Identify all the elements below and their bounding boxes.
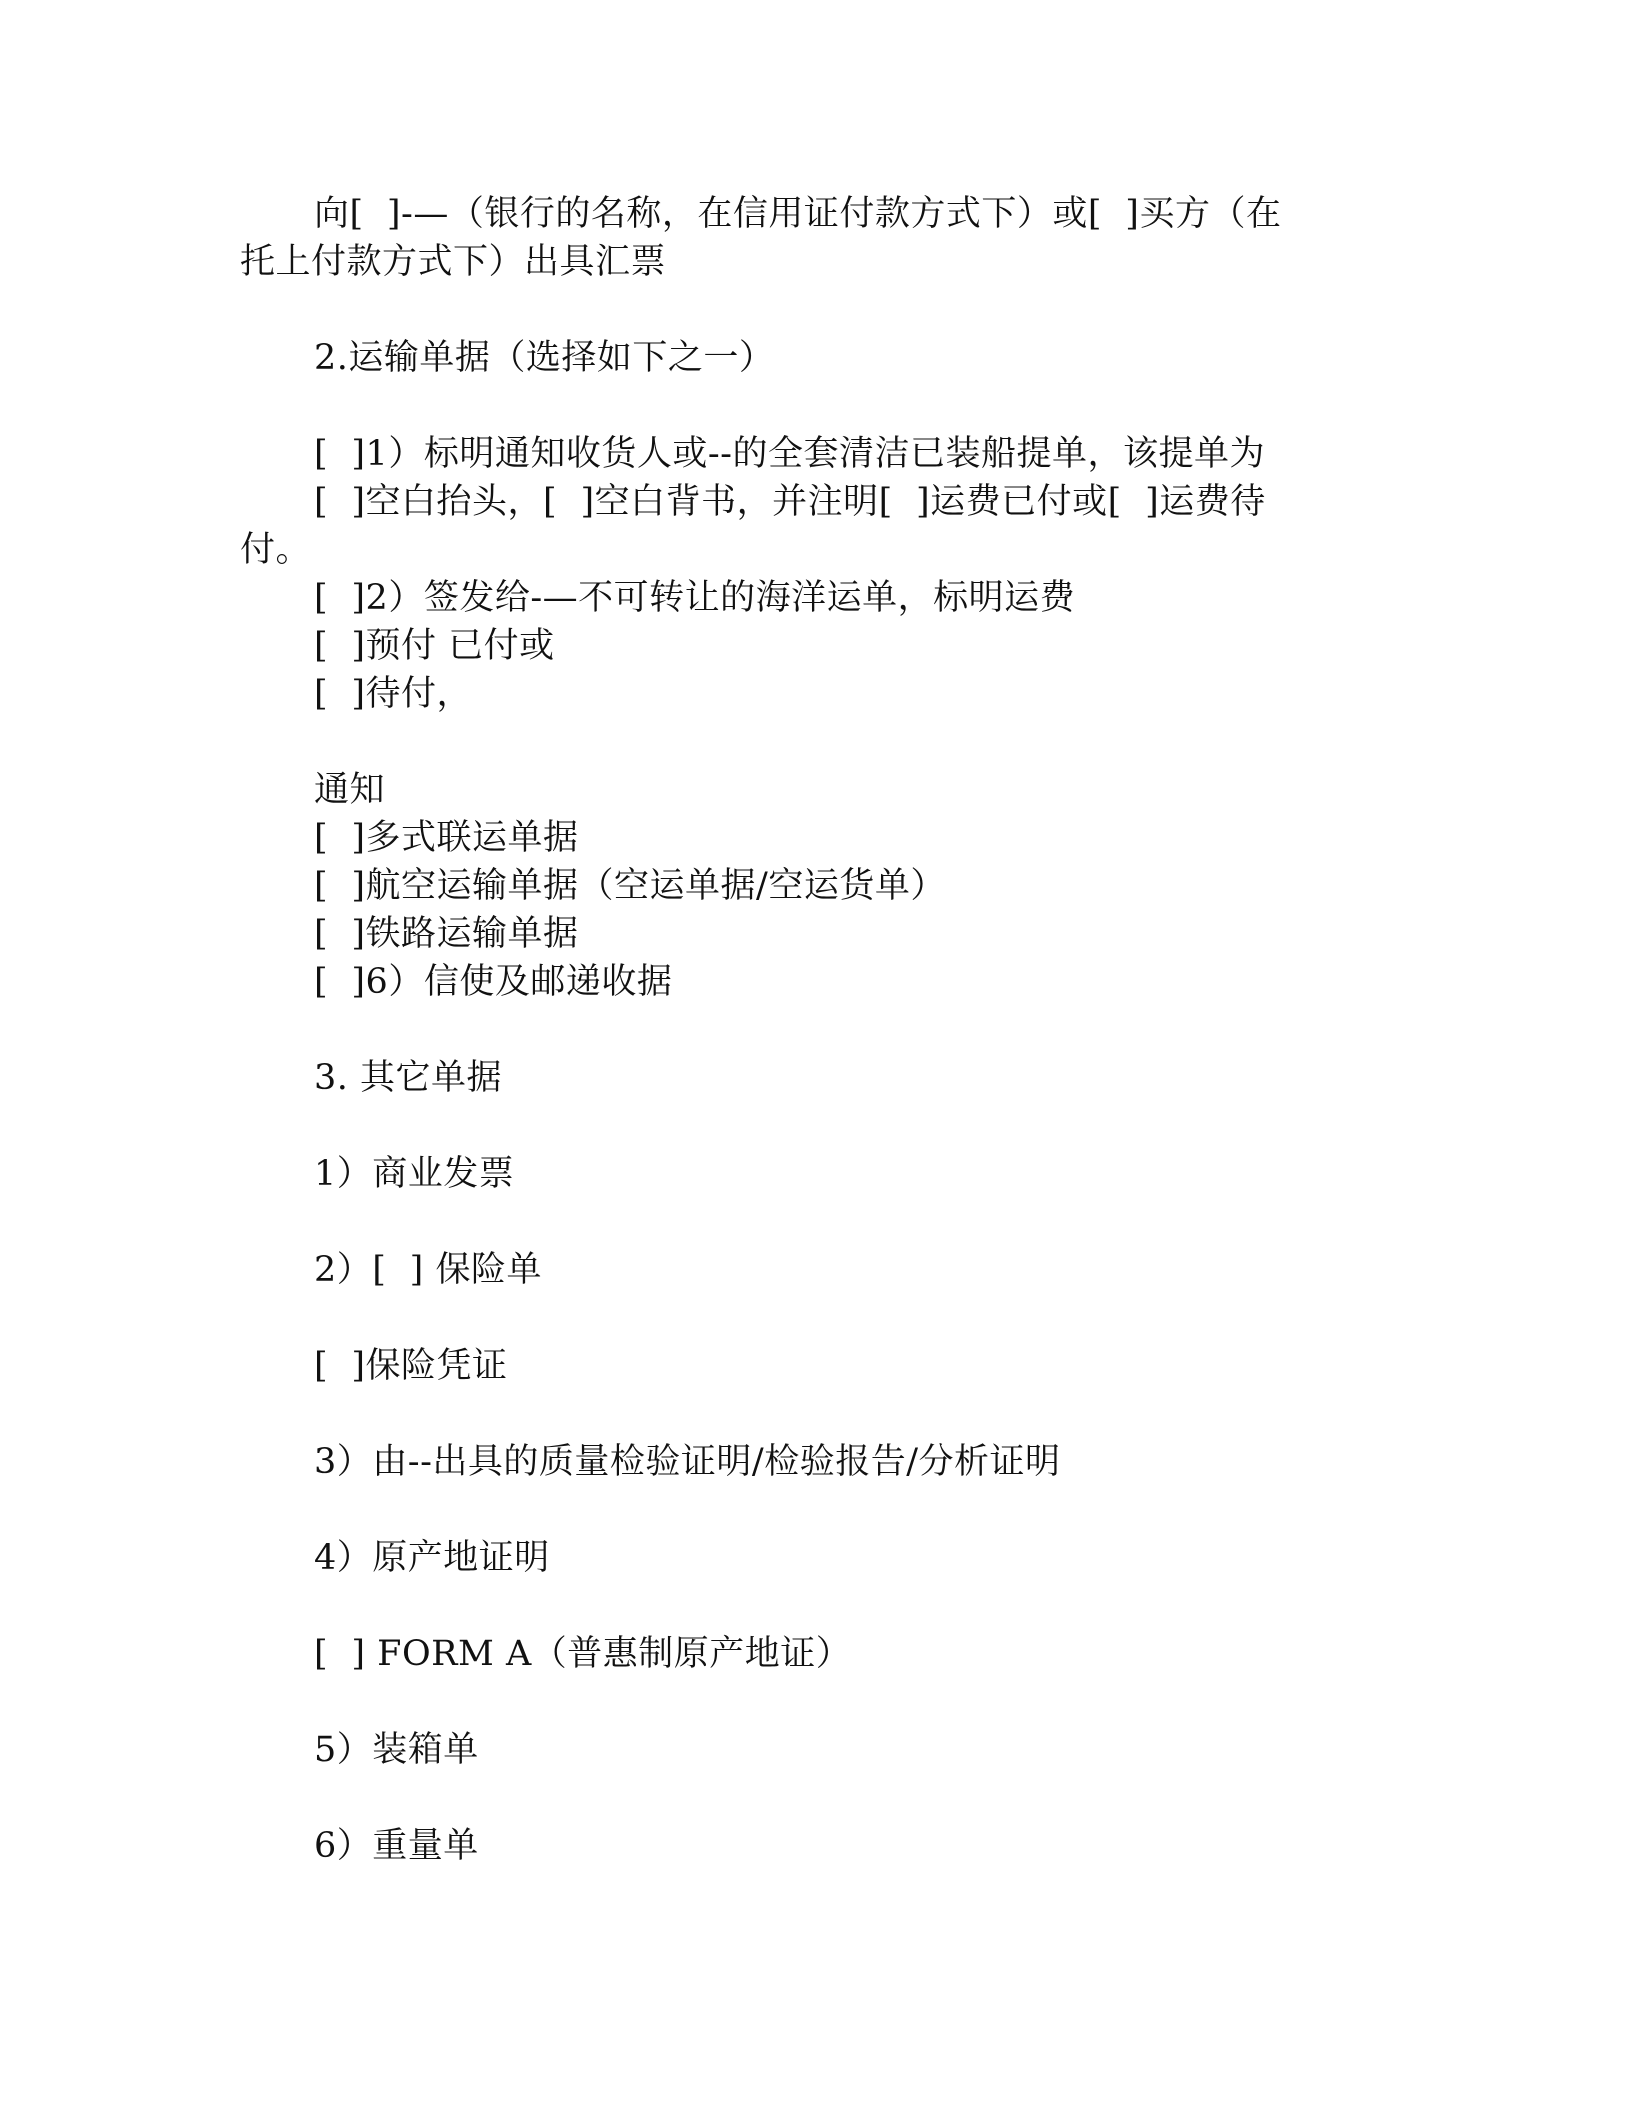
air-transport-document: [ ]航空运输单据（空运单据/空运货单） — [314, 866, 946, 906]
inspection-certificate: 3）由--出具的质量检验证明/检验报告/分析证明 — [314, 1442, 1061, 1482]
packing-list: 5）装箱单 — [314, 1730, 479, 1770]
draft-line-1: 向[ ]-—（银行的名称，在信用证付款方式下）或[ ]买方（在 — [314, 194, 1282, 234]
commercial-invoice: 1）商业发票 — [314, 1154, 515, 1194]
form-a-certificate: [ ] FORM A（普惠制原产地证） — [314, 1634, 852, 1674]
seaway-bill-line-2: [ ]预付 已付或 — [314, 626, 555, 666]
draft-line-2: 托上付款方式下）出具汇票 — [240, 242, 667, 282]
insurance-policy: 2）[ ] 保险单 — [314, 1250, 542, 1290]
transport-heading: 2.运输单据（选择如下之一） — [314, 338, 775, 378]
bill-of-lading-line-1: [ ]1）标明通知收货人或--的全套清洁已装船提单，该提单为 — [314, 434, 1265, 474]
bill-of-lading-line-2: [ ]空白抬头，[ ]空白背书，并注明[ ]运费已付或[ ]运费待 — [314, 482, 1266, 522]
other-documents-heading: 3. 其它单据 — [314, 1058, 503, 1098]
seaway-bill-line-3: [ ]待付， — [314, 674, 473, 714]
certificate-of-origin: 4）原产地证明 — [314, 1538, 550, 1578]
seaway-bill-line-1: [ ]2）签发给-—不可转让的海洋运单，标明运费 — [314, 578, 1076, 618]
weight-list: 6）重量单 — [314, 1826, 479, 1866]
insurance-certificate: [ ]保险凭证 — [314, 1346, 508, 1386]
multimodal-document: [ ]多式联运单据 — [314, 818, 579, 858]
bill-of-lading-line-3: 付。 — [240, 530, 312, 570]
notify-label: 通知 — [314, 770, 386, 810]
courier-receipt: [ ]6）信使及邮递收据 — [314, 962, 673, 1002]
rail-transport-document: [ ]铁路运输单据 — [314, 914, 579, 954]
